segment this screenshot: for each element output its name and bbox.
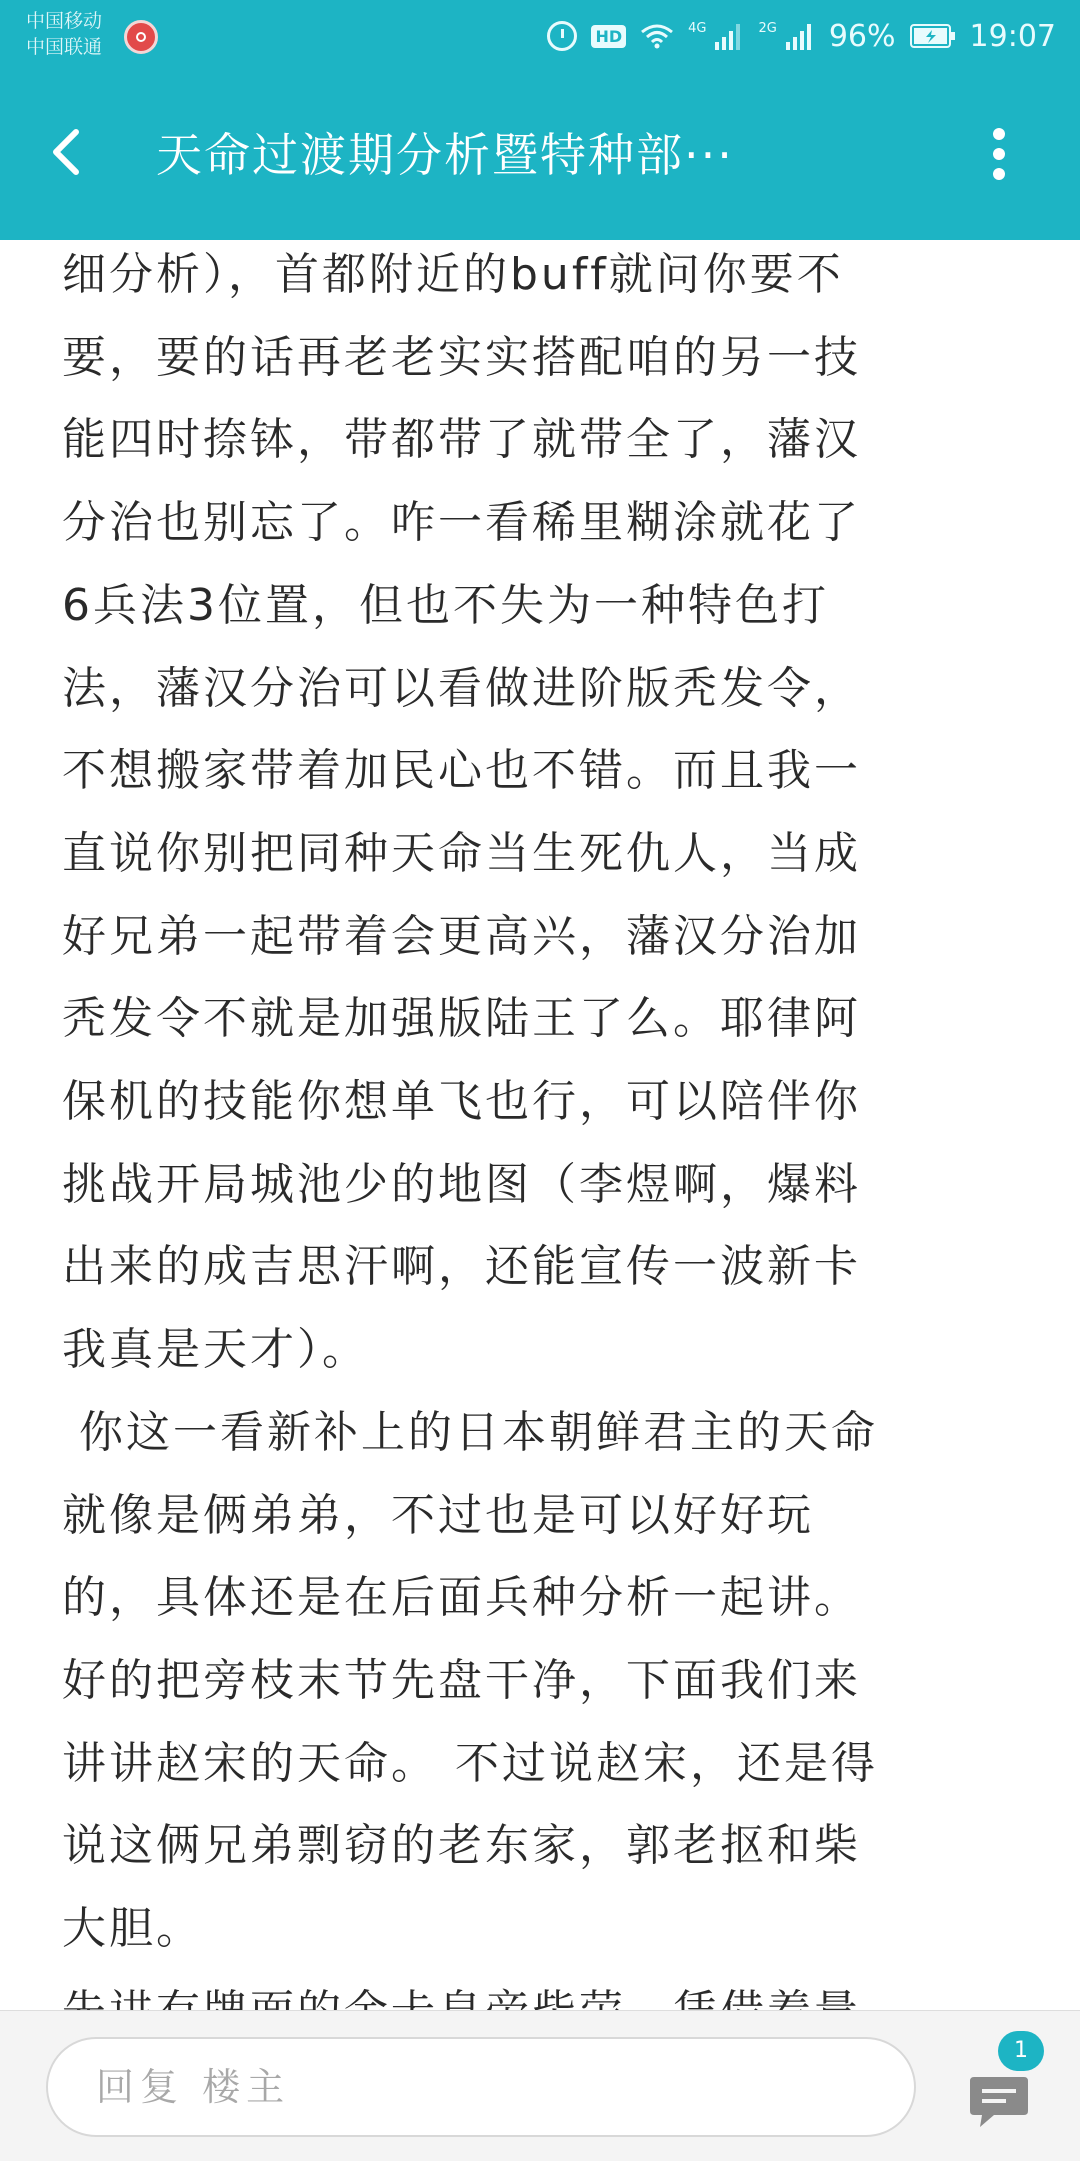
page-title: 天命过渡期分析暨特种部··· [156,128,734,182]
back-arrow-icon [40,122,96,182]
post-line: 好兄弟一起带着会更高兴，藩汉分治加 [62,910,861,962]
post-line: 挑战开局城池少的地图（李煜啊，爆料 [62,1158,861,1210]
post-line: 要，要的话再老老实实搭配咱的另一技 [62,331,861,383]
battery-percent: 96% [828,18,896,54]
comment-icon [968,2073,1030,2131]
post-line: 能四时捺钵，带都带了就带全了，藩汉 [62,414,861,466]
status-bar [0,0,1080,72]
post-line: 秃发令不就是加强版陆王了么。耶律阿 [62,993,861,1045]
network-type-2: 2G [758,20,777,36]
alarm-icon [547,21,577,51]
post-content [62,240,1022,1970]
more-dot-icon [993,128,1005,140]
post-line: 法，藩汉分治可以看做进阶版秃发令， [62,662,861,714]
comments-button[interactable] [968,2073,1030,2131]
network-type-1: 4G [688,20,707,36]
carrier-2: 中国联通 [26,36,103,58]
signal-2-icon [785,22,815,50]
post-line: 细分析），首都附近的buff就问你要不 [62,249,844,300]
netease-music-icon [124,20,158,54]
carrier-1: 中国移动 [26,10,103,32]
post-line: 6兵法3位置，但也不失为一种特色打 [62,579,829,631]
post-line: 大胆。 [62,1903,203,1955]
clock: 19:07 [969,18,1056,54]
hd-icon: HD [591,25,626,48]
post-line: 出来的成吉思汗啊，还能宣传一波新卡 [62,1241,861,1293]
signal-1-icon [714,22,744,50]
post-line: 的，具体还是在后面兵种分析一起讲。 [62,1572,861,1624]
carrier-info [26,8,102,60]
battery-charging-icon [910,23,956,49]
reply-bar [0,2010,1080,2161]
post-line: 不想搬家带着加民心也不错。而且我一 [62,745,861,797]
status-icons [547,14,1056,58]
more-dot-icon [993,148,1005,160]
post-line: 你这一看新补上的日本朝鲜君主的天命 [62,1406,878,1458]
post-line: 直说你别把同种天命当生死仇人，当成 [62,827,861,879]
comment-count-badge: 1 [998,2031,1044,2071]
post-line: 分治也别忘了。咋一看稀里糊涂就花了 [62,497,861,549]
more-options-button[interactable] [984,128,1014,188]
post-line: 就像是俩弟弟，不过也是可以好好玩 [62,1489,814,1541]
post-line: 好的把旁枝末节先盘干净，下面我们来 [62,1654,861,1706]
post-line: 说这俩兄弟剽窃的老东家，郭老抠和柴 [62,1820,861,1872]
post-line: 讲讲赵宋的天命。 不过说赵宋，还是得 [62,1737,878,1789]
post-line: 我真是天才）。 [62,1324,369,1376]
post-line: 保机的技能你想单飞也行，可以陪伴你 [62,1076,861,1128]
app-bar [0,72,1080,240]
wifi-icon [640,23,674,49]
back-button[interactable] [40,122,96,182]
post-body [62,234,1022,2053]
more-dot-icon [993,168,1005,180]
reply-input[interactable]: 回复 楼主 [46,2037,916,2137]
